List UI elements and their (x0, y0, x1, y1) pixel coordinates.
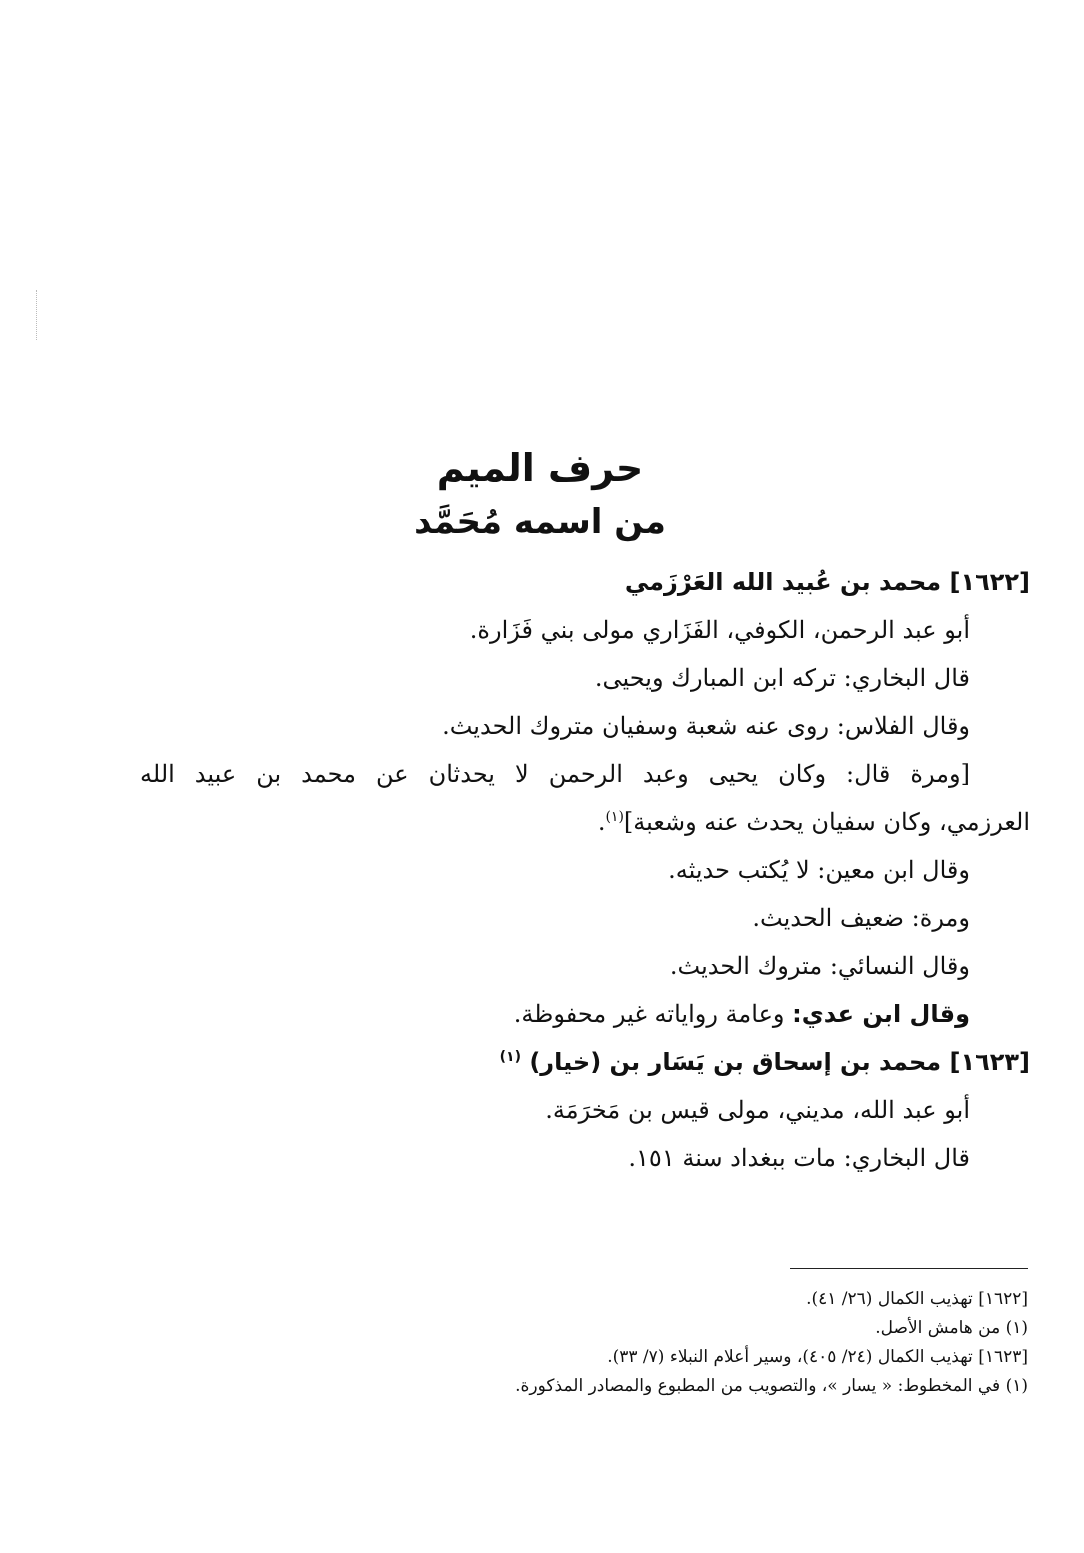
entry-line: أبو عبد الله، مديني، مولى قيس بن مَخرَمَة. (545, 1096, 970, 1124)
main-text (140, 558, 1030, 1182)
entry-line: وقال الفلاس: روى عنه شعبة وسفيان متروك الحديث. (442, 712, 970, 740)
entry-heading-text: [١٦٢٣] محمد بن إسحاق بن يَسَار بن (خيار) (529, 1048, 1030, 1076)
footnotes (300, 1285, 1028, 1401)
footnote: (١) من هامش الأصل. (875, 1318, 1028, 1338)
entry-line: وقال النسائي: متروك الحديث. (669, 952, 970, 980)
entry-line: قال البخاري: مات ببغداد سنة ١٥١. (628, 1144, 970, 1172)
chapter-headings (300, 440, 780, 548)
entry-line-ibn-adi (140, 990, 1030, 1038)
entry-heading-1622: [١٦٢٢] محمد بن عُبيد الله العَرْزَمي (624, 568, 1030, 596)
footnote: (١) في المخطوط: « يسار »، والتصويب من المطبوع والمصادر المذكورة. (515, 1376, 1028, 1396)
entry-line: أبو عبد الرحمن، الكوفي، الفَزَاري مولى بني فَزَارة. (469, 616, 970, 644)
scan-artifact (36, 290, 41, 340)
entry-heading-1623 (140, 1038, 1030, 1086)
section-title: من اسمه مُحَمَّد (414, 502, 666, 542)
footnote: [١٦٢٢] تهذيب الكمال (٢٦/ ٤١). (806, 1289, 1028, 1309)
ibn-adi-text: وعامة رواياته غير محفوظة. (513, 1000, 793, 1028)
entry-line: وقال ابن معين: لا يُكتب حديثه. (668, 856, 970, 884)
entry-line-text: العرزمي، وكان سفيان يحدث عنه وشعبة] (623, 808, 1030, 836)
entry-line-with-note (140, 798, 1030, 846)
footnote-ref[interactable]: (١) (605, 809, 624, 825)
entry-line: قال البخاري: تركه ابن المبارك ويحيى. (594, 664, 970, 692)
entry-line-end: . (597, 808, 606, 836)
entry-line: [ومرة قال: وكان يحيى وعبد الرحمن لا يحدثان عن محمد بن عبيد الله (140, 760, 970, 788)
footnote-ref[interactable]: (١) (499, 1049, 521, 1065)
ibn-adi-label: وقال ابن عدي: (792, 1000, 970, 1028)
entry-line: ومرة: ضعيف الحديث. (752, 904, 970, 932)
footnote: [١٦٢٣] تهذيب الكمال (٢٤/ ٤٠٥)، وسير أعلام النبلاء (٧/ ٣٣). (607, 1347, 1028, 1367)
footnote-separator (790, 1268, 1028, 1269)
chapter-title: حرف الميم (436, 446, 644, 490)
